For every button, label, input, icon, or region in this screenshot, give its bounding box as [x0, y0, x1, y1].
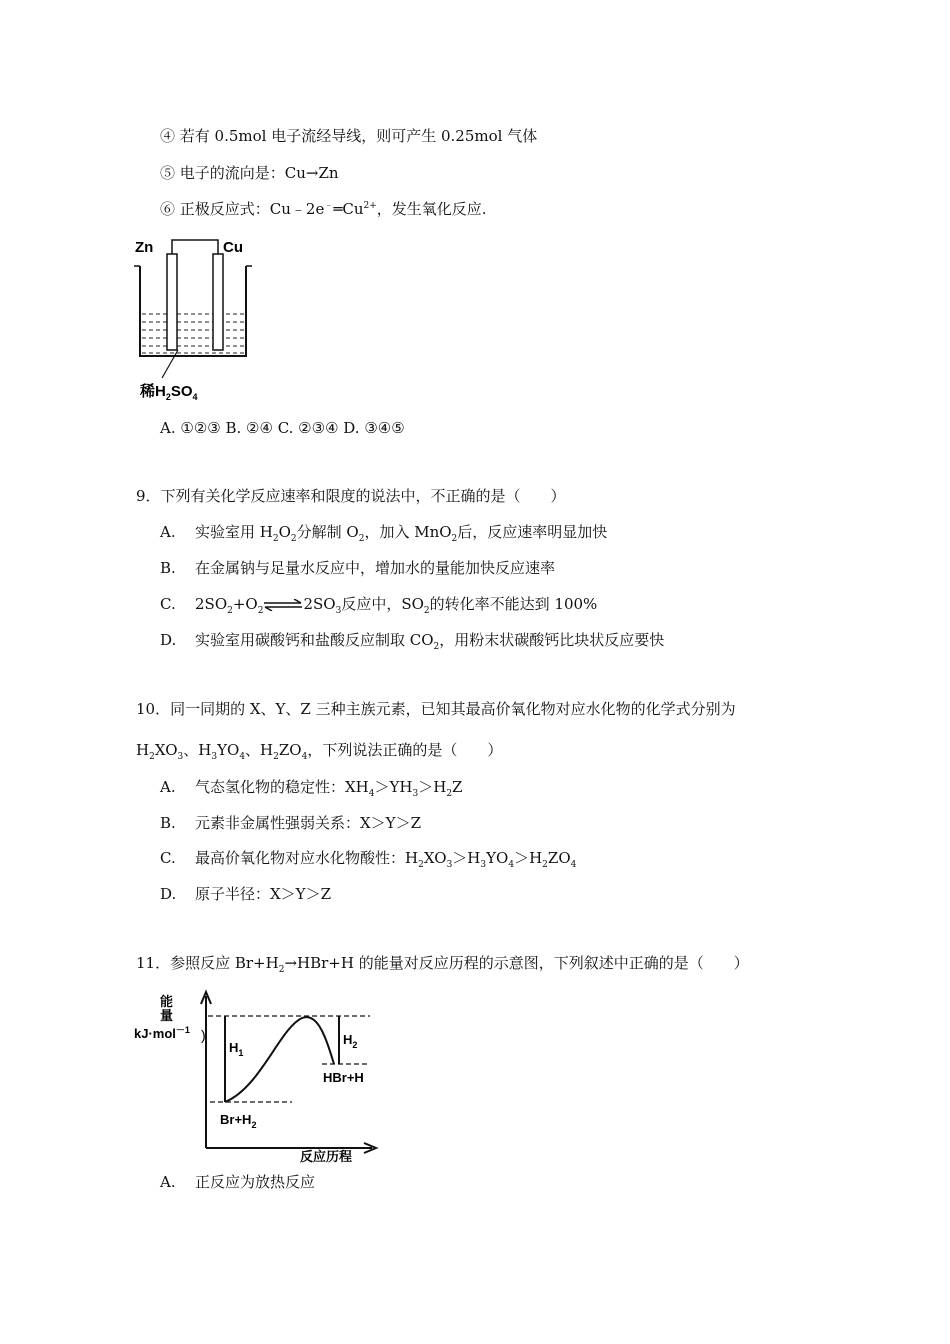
h2-label: $H_2$ [343, 1032, 358, 1050]
statement-6-product: Cu [342, 200, 364, 218]
q9-option-a[interactable]: A. 实验室用 $H_2O_2$分解制 $O_2$，加入 MnO$_2$后，反应速率明显加快 [160, 523, 608, 544]
q9-option-c[interactable]: C. $2SO_2+O_2$ $2SO_3$反应中，$SO_2$的转化率不能达到 100% [160, 595, 598, 616]
equals-sign: ═ [333, 200, 343, 218]
reactant-label: $Br+H_2$ [220, 1112, 257, 1130]
q10-stem: 10．同一同期的 X、Y、Z 三种主族元素，已知其最高价氧化物对应水化物的化学式分别为 [136, 700, 736, 718]
cu-label: Cu [223, 239, 243, 256]
q10-option-a[interactable]: A. 气态氢化物的稳定性：$XH_4>YH_3>H_2Z$ [160, 778, 463, 799]
statement-6-text: ⑥ 正极反应式：Cu﹣2e [160, 200, 325, 218]
q8-answer-options: A. ①②③ B. ②④ C. ②③④ D. ③④⑤ [160, 419, 405, 437]
arrow-right-icon: → [305, 164, 319, 182]
zn-electrode [167, 254, 177, 350]
h1-label: $H_1$ [229, 1040, 244, 1058]
svg-text:): ) [201, 1027, 206, 1043]
q10-option-d[interactable]: D. 原子半径：X＞Y＞Z [160, 885, 332, 903]
statement-5 [160, 163, 339, 183]
y-axis-label-2: 量 [160, 1008, 174, 1023]
q9-stem: 9．下列有关化学反应速率和限度的说法中，不正确的是（ ） [136, 487, 566, 505]
q10-stem-formulas: $H_2XO_3$、$H_3YO_4$、$H_2ZO_4$，下列说法正确的是（ ） [136, 741, 503, 762]
q11-stem: 11．参照反应 $Br+H_2\to HBr+H$ 的能量对反应历程的示意图，下列叙述中正确的是（ ） [136, 954, 749, 975]
acid-label: 稀$H_2SO_4$ [140, 383, 198, 402]
x-axis-label: 反应历程 [300, 1149, 353, 1163]
energy-diagram [130, 988, 390, 1163]
product-label: HBr+H [323, 1070, 364, 1085]
statement-5-text: ⑤ 电子的流向是：Cu [160, 164, 306, 182]
q10-option-b[interactable]: B. 元素非金属性强弱关系：X＞Y＞Z [160, 814, 422, 832]
q9-option-d[interactable]: D. 实验室用碳酸钙和盐酸反应制取 $CO_2$，用粉末状碳酸钙比块状反应要快 [160, 631, 665, 652]
statement-5-end: Zn [318, 164, 339, 182]
unit-label: kJ·mol$^{-1}$ [134, 1025, 190, 1041]
cu-electrode [213, 254, 223, 350]
arrow-right-icon: → [284, 954, 298, 972]
statement-4: ④ 若有 0.5mol 电子流经导线，则可产生 0.25mol 气体 [160, 127, 538, 145]
zn-label: Zn [135, 239, 154, 256]
statement-6: ⑥ 正极反应式：$Cu﹣2e^﹣═Cu^{2+}$，发生氧化反应. [160, 200, 487, 218]
statement-6-end: ，发生氧化反应. [376, 200, 487, 218]
galvanic-cell-figure [130, 232, 260, 402]
y-axis-label-1: 能 [160, 994, 174, 1009]
equilibrium-arrow-icon [263, 599, 303, 611]
q9-option-b[interactable]: B. 在金属钠与足量水反应中，增加水的量能加快反应速率 [160, 559, 556, 577]
q10-option-c[interactable]: C. 最高价氧化物对应水化物酸性：$H_2XO_3>H_3YO_4>H_2ZO_4$ [160, 849, 577, 870]
q11-option-a[interactable]: A. 正反应为放热反应 [160, 1173, 316, 1191]
